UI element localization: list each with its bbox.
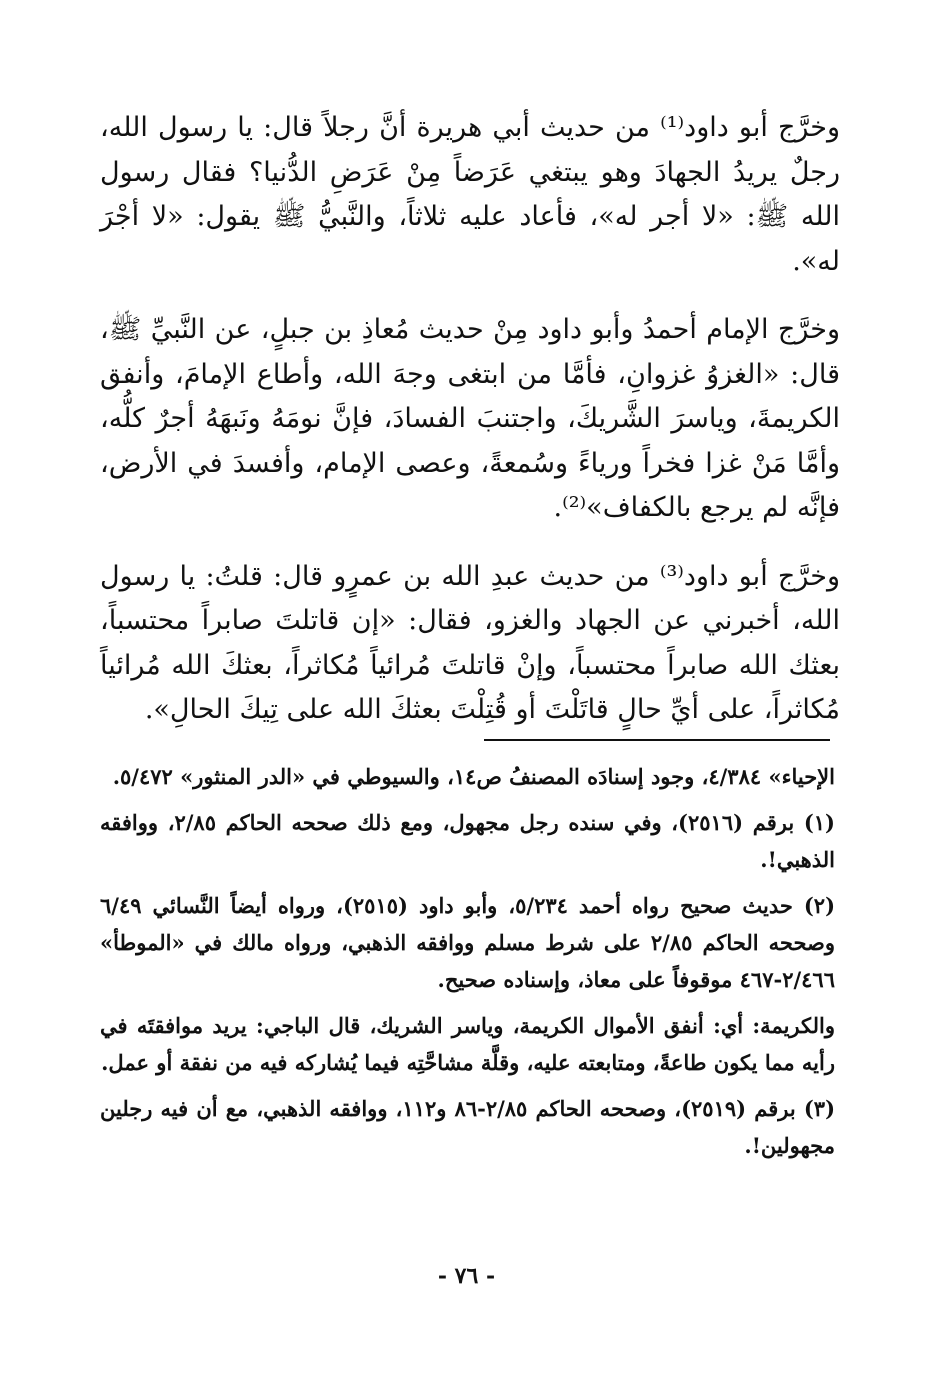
footnotes	[100, 758, 835, 1173]
footnote-continuation: الإحياء» ٤/٣٨٤، وجود إسنادَه المصنفُ ص١٤، والسيوطي في «الدر المنثور» ٥/٤٧٢.	[112, 764, 835, 789]
footnote-2: (٢) حديث صحيح رواه أحمد ٥/٢٣٤، وأبو داود (٢٥١٥)، ورواه أيضاً النَّسائي ٦/٤٩ وصححه الحاكم ٢/٨٥ على شرط مسلم ووافقه الذهبي، ورواه مالك في «الموطأ» ٢/٤٦٦-٤٦٧ موقوفاً على معاذ، وإسناده صحيح.	[100, 893, 835, 992]
paragraph-2: وخرَّج الإمام أحمدُ وأبو داود مِنْ حديث مُعاذِ بن جبلٍ، عن النَّبيِّ ﷺ، قال: «الغزوُ غزوانِ، فأمَّا من ابتغى وجهَ الله، وأطاع الإمامَ، وأنفق الكريمةَ، وياسرَ الشَّريكَ، واجتنبَ الفسادَ، فإنَّ نومَهُ ونَبهَهُ أجرٌ كلُّه، وأمَّا مَنْ غزا فخراً ورياءً وسُمعةً، وعصى الإمام، وأفسدَ في الأرض، فإنَّه لم يرجع بالكفاف»⁽²⁾.	[100, 314, 840, 523]
footnote-1: (١) برقم (٢٥١٦)، وفي سنده رجل مجهول، ومع ذلك صححه الحاكم ٢/٨٥، ووافقه الذهبي!.	[100, 810, 835, 872]
paragraph-1: وخرَّج أبو داود⁽¹⁾ من حديث أبي هريرة أنَّ رجلاً قال: يا رسول الله، رجلٌ يريدُ الجهادَ وهو يبتغي عَرَضاً مِنْ عَرَضِ الدُّنيا؟ فقال رسول الله ﷺ: «لا أجر له»، فأعاد عليه ثلاثاً، والنَّبيُّ ﷺ يقول: «لا أجْرَ له».	[100, 112, 841, 277]
footnote-3: (٣) برقم (٢٥١٩)، وصححه الحاكم ٢/٨٥-٨٦ و١١٢، ووافقه الذهبي، مع أن فيه رجلين مجهولين!.	[100, 1096, 836, 1158]
footnote-separator	[484, 739, 830, 741]
page-number: - ٧٦ -	[437, 1263, 496, 1289]
paragraph-3: وخرَّج أبو داود⁽³⁾ من حديث عبدِ الله بن عمرٍو قال: قلتُ: يا رسول الله، أخبرني عن الجهاد والغزو، فقال: «إن قاتلتَ صابراً محتسباً، بعثك الله صابراً محتسباً، وإنْ قاتلتَ مُرائياً مُكاثراً، بعثكَ الله مُرائياً مُكاثراً، على أيِّ حالٍ قاتَلْتَ أو قُتِلْتَ بعثكَ الله على تِيكَ الحالِ».	[100, 560, 840, 725]
main-text	[100, 106, 840, 757]
footnote-2-explanation: والكريمة: أي: أنفق الأموال الكريمة، وياسر الشريك، قال الباجي: يريد موافقتَه في رأيه مما يكون طاعةً، ومتابعته عليه، وقلَّة مشاحَّتِه فيما يُشاركه فيه من نفقة أو عمل.	[100, 1013, 835, 1075]
